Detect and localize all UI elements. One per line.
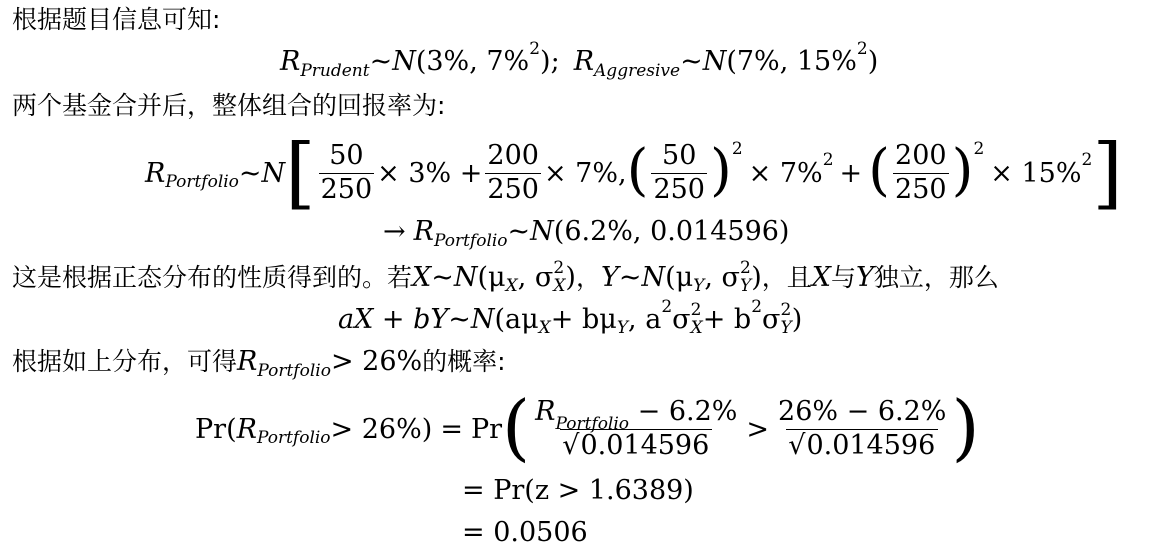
final-probability: = 0.0506 [462,517,588,548]
combined-portfolio-text: 两个基金合并后，整体组合的回报率为: [12,91,446,120]
probability-intro-text: 根据如上分布，可得 R Portfolio > 26% 的概率: [12,346,506,381]
probability-standardization: Pr ( R Portfolio > 26%) = Pr ( $\frac{R_{Portfolio} - 6.2\%}{√0.014596}$ > $\frac{26\% - 6.2\%}{√0.014596}$ ) [195,385,980,469]
fraction-50-250: $\frac{50}{250}$ [320,140,373,205]
standardized-rhs: $\frac{26\% - 6.2\%}{√0.014596}$ [778,396,947,461]
fraction-50-250-squared: $\frac{50}{250}$ [653,140,705,205]
standardized-lhs: $\frac{R_{Portfolio} - 6.2\%}{√0.014596}$ [535,396,738,461]
linear-combination-equation: aX + bY ~ N (aμ X + bμ Y , a 2 σ 2 X + b 2 σ 2 Y ) [338,296,803,338]
portfolio-distribution-formula: R Portfolio ~ N [ $\frac{50}{250}$ × 3% + $\frac{200}{250}$ × 7%, ( $\frac{50}{250}$ ) 2 × 7% 2 + ( $\frac{200}{250}$ ) 2 × 15% 2 ] [145,128,1123,218]
fraction-200-250: $\frac{200}{250}$ [487,140,539,205]
normal-property-text: 这是根据正态分布的性质得到的。若 X ~ N (μ X , σ 2 X ) ， Y ~ N (μ Y , σ 2 Y ) ，且 X 与 Y 独立，那么 [12,258,999,296]
z-score-step: = Pr(z > 1.6389) [462,475,694,506]
portfolio-result-equation: → R Portfolio ~ N (6.2%, 0.014596) [383,216,790,251]
fraction-200-250-squared: $\frac{200}{250}$ [895,140,947,205]
intro-text: 根据题目信息可知: [12,5,221,34]
fund-distributions-equation: R Prudent ~ N (3%, 7% 2 ); R Aggresive ~ N (7%, 15% 2 ) [280,38,879,81]
